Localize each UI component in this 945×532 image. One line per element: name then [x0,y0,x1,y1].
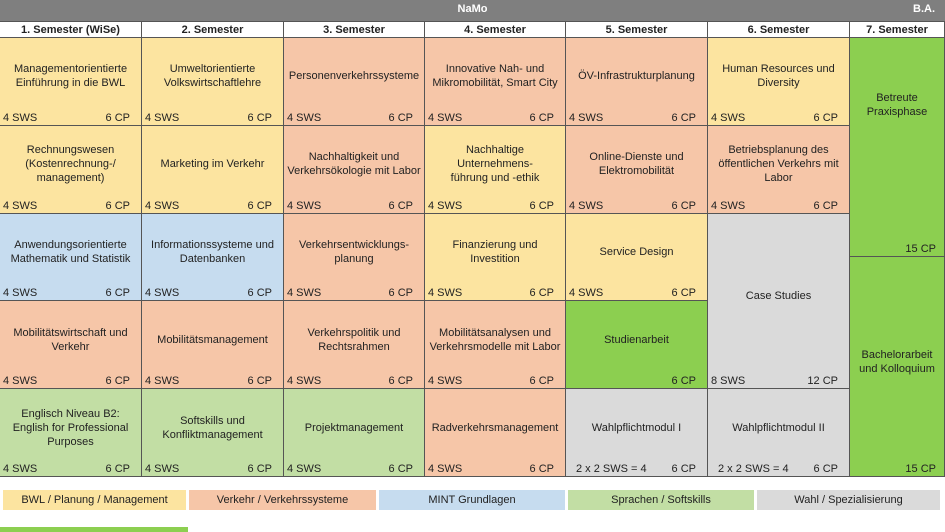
legend-item: Verkehr / Verkehrssysteme [189,490,376,510]
module-cell [284,126,425,214]
module-sws: 4 SWS [428,287,463,300]
module-cp: 6 CP [671,375,696,388]
module-sws: 4 SWS [569,287,604,300]
module-cp: 6 CP [671,462,696,475]
module-cell [284,214,425,302]
module-cp: 6 CP [105,462,130,475]
module-name: Anwendungsorientierte Mathematik und Statistik [10,238,131,265]
module-cp: 6 CP [529,111,554,124]
module-sws: 4 SWS [428,199,463,212]
module-sws: 4 SWS [145,375,180,388]
module-cell [425,126,566,214]
module-sws: 2 x 2 SWS = 4 [718,462,789,475]
module-cp: 6 CP [671,111,696,124]
module-cp: 6 CP [813,199,838,212]
module-cell [142,126,284,214]
program-title: NaMo [457,3,488,15]
module-cp: 6 CP [388,199,413,212]
module-cell [708,389,850,477]
module-name: Bachelorarbeit und Kolloquium [859,348,935,375]
module-cp: 6 CP [529,287,554,300]
module-cell [0,126,142,214]
legend-item: Sprachen / Softskills [568,490,754,510]
module-cell [566,38,708,126]
module-cell [142,38,284,126]
module-cp: 6 CP [105,375,130,388]
module-sws: 4 SWS [287,462,322,475]
module-cell [566,214,708,302]
module-cell [284,301,425,389]
degree-label: B.A. [913,3,935,15]
legend-item: Wahl / Spezialisierung [757,490,940,510]
module-cp: 6 CP [529,199,554,212]
module-cell [142,214,284,302]
semester-header: 6. Semester [708,22,850,38]
module-cell [0,389,142,477]
module-sws: 4 SWS [3,375,38,388]
module-sws: 4 SWS [3,462,38,475]
module-cp: 12 CP [807,375,838,388]
legend-item: BWL / Planung / Management [3,490,186,510]
module-cp: 6 CP [388,287,413,300]
title-bar [0,0,945,21]
module-cp: 6 CP [105,287,130,300]
semester-header: 7. Semester [850,22,945,38]
module-sws: 4 SWS [287,199,322,212]
module-sws: 4 SWS [145,287,180,300]
module-sws: 4 SWS [287,287,322,300]
module-cell [0,301,142,389]
semester-header: 3. Semester [284,22,425,38]
module-sws: 4 SWS [711,111,746,124]
module-name: Rechnungswesen (Kostenrechnung-/ management) [25,144,116,185]
module-name: Umweltorientierte Volkswirtschaftlehre [163,63,262,90]
module-cell [0,214,142,302]
module-sws: 8 SWS [711,375,746,388]
module-name: Betreute Praxisphase [866,92,928,119]
module-sws: 4 SWS [428,375,463,388]
module-cell [0,38,142,126]
module-cp: 6 CP [813,462,838,475]
module-cell [142,301,284,389]
module-cell [425,38,566,126]
module-sws: 4 SWS [428,462,463,475]
module-cell [566,126,708,214]
module-cp: 6 CP [388,462,413,475]
module-cell [425,389,566,477]
module-sws: 4 SWS [3,111,38,124]
module-cp: 6 CP [529,375,554,388]
semester-header: 4. Semester [425,22,566,38]
module-cell [425,214,566,302]
module-name: Managementorientierte Einführung in die BWL [13,63,128,90]
module-cp: 6 CP [388,111,413,124]
module-name: Softskills und Konfliktmanagement [162,414,263,441]
module-cell [850,257,945,476]
module-name: Human Resources und Diversity [722,63,835,90]
module-name: Personenverkehrssysteme [288,70,420,83]
module-name: Englisch Niveau B2: English for Professional Purposes [12,407,129,448]
module-cp: 6 CP [247,199,272,212]
module-cp: 6 CP [105,111,130,124]
curriculum-grid [0,21,945,477]
module-sws: 4 SWS [569,111,604,124]
module-sws: 2 x 2 SWS = 4 [576,462,647,475]
module-cell [708,126,850,214]
module-name: Wahlpflichtmodul I [591,421,682,434]
module-cp: 15 CP [905,462,936,475]
module-sws: 4 SWS [428,111,463,124]
module-cell [425,301,566,389]
module-name: Mobilitätsanalysen und Verkehrsmodelle mit Labor [429,326,561,353]
module-sws: 4 SWS [3,287,38,300]
module-name: Projektmanagement [304,421,404,434]
module-name: Mobilitätswirtschaft und Verkehr [13,326,128,353]
module-sws: 4 SWS [711,199,746,212]
semester-header: 1. Semester (WiSe) [0,22,142,38]
module-cp: 15 CP [905,243,936,256]
module-name: Nachhaltige Unternehmens- führung und -ethik [450,144,540,185]
module-sws: 4 SWS [145,462,180,475]
module-sws: 4 SWS [145,199,180,212]
module-name: Radverkehrsmanagement [431,421,559,434]
semester-header: 2. Semester [142,22,284,38]
module-sws: 4 SWS [145,111,180,124]
module-cp: 6 CP [105,199,130,212]
legend-item: MINT Grundlagen [379,490,565,510]
module-cell [708,38,850,126]
module-name: Verkehrsentwicklungs- planung [298,238,410,265]
footer-strip [0,527,188,532]
module-cp: 6 CP [247,287,272,300]
module-cp: 6 CP [813,111,838,124]
module-name: Marketing im Verkehr [160,158,265,171]
module-sws: 4 SWS [3,199,38,212]
module-cell [708,214,850,390]
module-cell [850,38,945,257]
module-name: Betriebsplanung des öffentlichen Verkehrs mit Labor [718,144,839,185]
module-cp: 6 CP [529,462,554,475]
module-name: Mobilitätsmanagement [157,333,268,346]
module-name: Online-Dienste und Elektromobilität [589,151,684,178]
module-sws: 4 SWS [287,111,322,124]
module-cp: 6 CP [247,375,272,388]
module-name: Informationssysteme und Datenbanken [151,238,274,265]
module-cell [566,389,708,477]
module-cp: 6 CP [247,462,272,475]
semester-header: 5. Semester [566,22,708,38]
module-cp: 6 CP [671,199,696,212]
module-sws: 4 SWS [569,199,604,212]
module-cp: 6 CP [671,287,696,300]
module-name: Studienarbeit [604,333,669,346]
module-cell [284,38,425,126]
module-cell [142,389,284,477]
module-cell [284,389,425,477]
module-sws: 4 SWS [287,375,322,388]
module-name: Nachhaltigkeit und Verkehrsökologie mit Labor [287,151,421,178]
module-cp: 6 CP [247,111,272,124]
module-name: Finanzierung und Investition [452,238,538,265]
module-name: ÖV-Infrastrukturplanung [578,70,695,83]
module-cp: 6 CP [388,375,413,388]
module-name: Verkehrspolitik und Rechtsrahmen [307,326,401,353]
module-name: Innovative Nah- und Mikromobilität, Smart City [432,63,558,90]
module-cell [566,301,708,389]
module-name: Case Studies [745,289,812,302]
module-name: Wahlpflichtmodul II [732,421,825,434]
module-name: Service Design [599,245,674,258]
